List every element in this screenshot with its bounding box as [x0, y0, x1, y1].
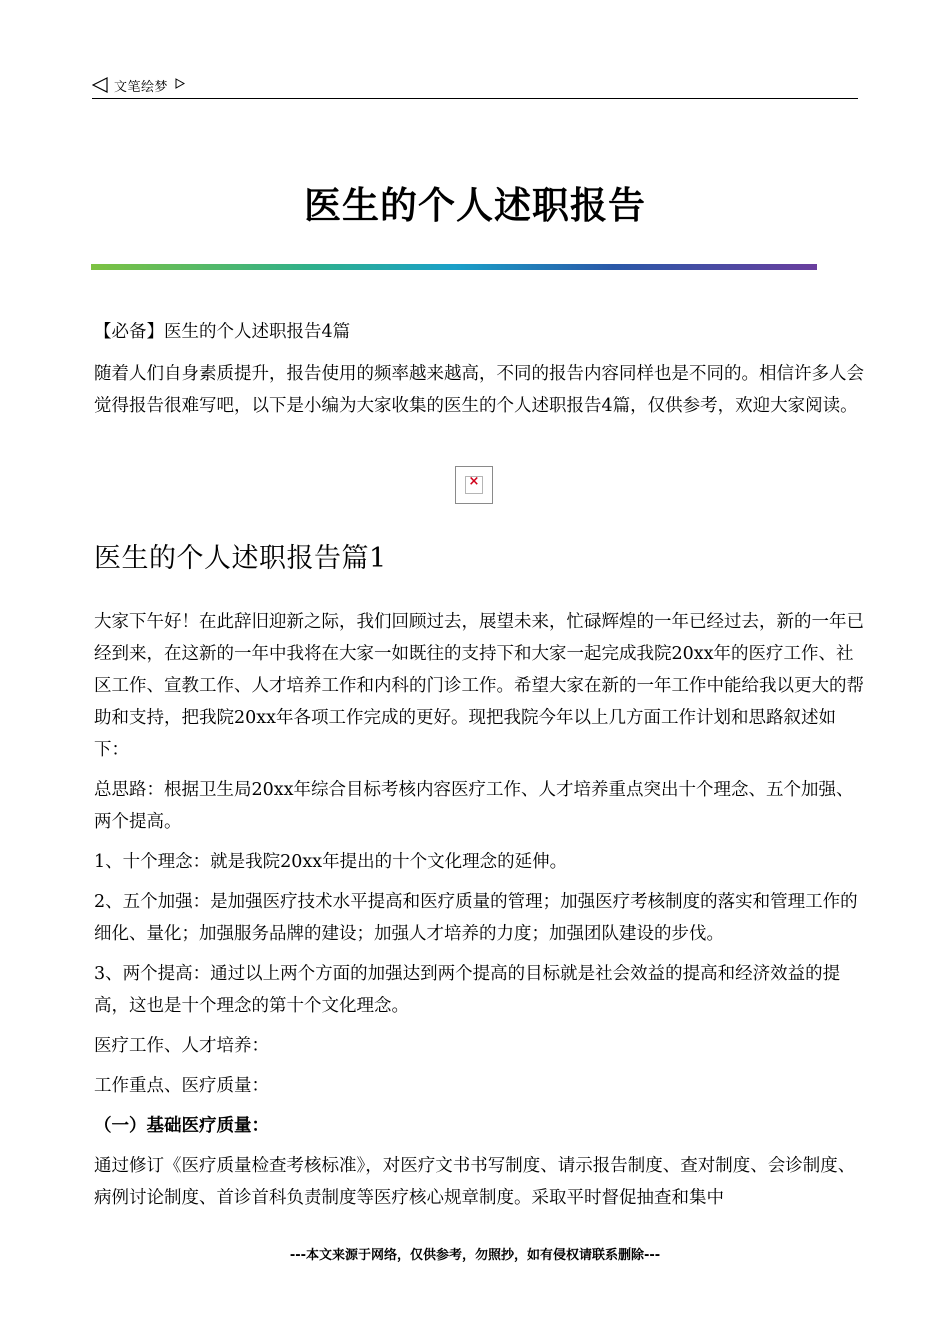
intro-tag-line: 【必备】医生的个人述职报告4篇: [94, 322, 351, 342]
body-paragraph: 医疗工作、人才培养：: [94, 1036, 269, 1056]
document-title: 医生的个人述职报告: [304, 183, 646, 227]
triangle-left-icon: [92, 77, 108, 93]
body-paragraph: 总思路：根据卫生局20xx年综合目标考核内容医疗工作、人才培养重点突出十个理念、五个加强、两个提高。: [94, 780, 854, 832]
intro-paragraph: 随着人们自身素质提升，报告使用的频率越来越高，不同的报告内容同样也是不同的。相信许多人会觉得报告很难写吧，以下是小编为大家收集的医生的个人述职报告4篇，仅供参考，欢迎大家阅读。: [94, 364, 864, 416]
title-divider: [91, 264, 817, 270]
body-paragraph: 通过修订《医疗质量检查考核标准》，对医疗文书书写制度、请示报告制度、查对制度、会诊制度、病例讨论制度、首诊首科负责制度等医疗核心规章制度。采取平时督促抽查和集中: [94, 1156, 856, 1208]
section-heading: 医生的个人述职报告篇1: [94, 543, 387, 574]
subsection-heading: （一）基础医疗质量：: [94, 1116, 269, 1136]
page-header: [92, 74, 858, 99]
body-paragraph: 1、十个理念：就是我院20xx年提出的十个文化理念的延伸。: [94, 852, 568, 872]
body-paragraph: 3、两个提高：通过以上两个方面的加强达到两个提高的目标就是社会效益的提高和经济效益的提高，这也是十个理念的第十个文化理念。: [94, 964, 841, 1016]
page-footer-note: ---本文来源于网络，仅供参考，勿照抄，如有侵权请联系删除---: [289, 1248, 661, 1263]
body-paragraph: 2、五个加强：是加强医疗技术水平提高和医疗质量的管理；加强医疗考核制度的落实和管理工作的细化、量化；加强服务品牌的建设；加强人才培养的力度；加强团队建设的步伐。: [94, 892, 858, 944]
broken-image-icon: ×: [455, 466, 493, 504]
body-paragraph: 工作重点、医疗质量：: [94, 1076, 269, 1096]
triangle-right-icon: [175, 78, 185, 89]
body-paragraph: 大家下午好！在此辞旧迎新之际，我们回顾过去，展望未来，忙碌辉煌的一年已经过去，新的一年已经到来，在这新的一年中我将在大家一如既往的支持下和大家一起完成我院20xx年的医疗工作、社区工作、宣教工作、人才培养工作和内科的门诊工作。希望大家在新的一年工作中能给我以更大的帮助和支持，把我院20xx年各项工作完成的更好。现把我院今年以上几方面工作计划和思路叙述如下：: [94, 612, 864, 760]
section-body: [94, 606, 864, 1222]
header-brand: 文笔绘梦: [114, 80, 169, 95]
